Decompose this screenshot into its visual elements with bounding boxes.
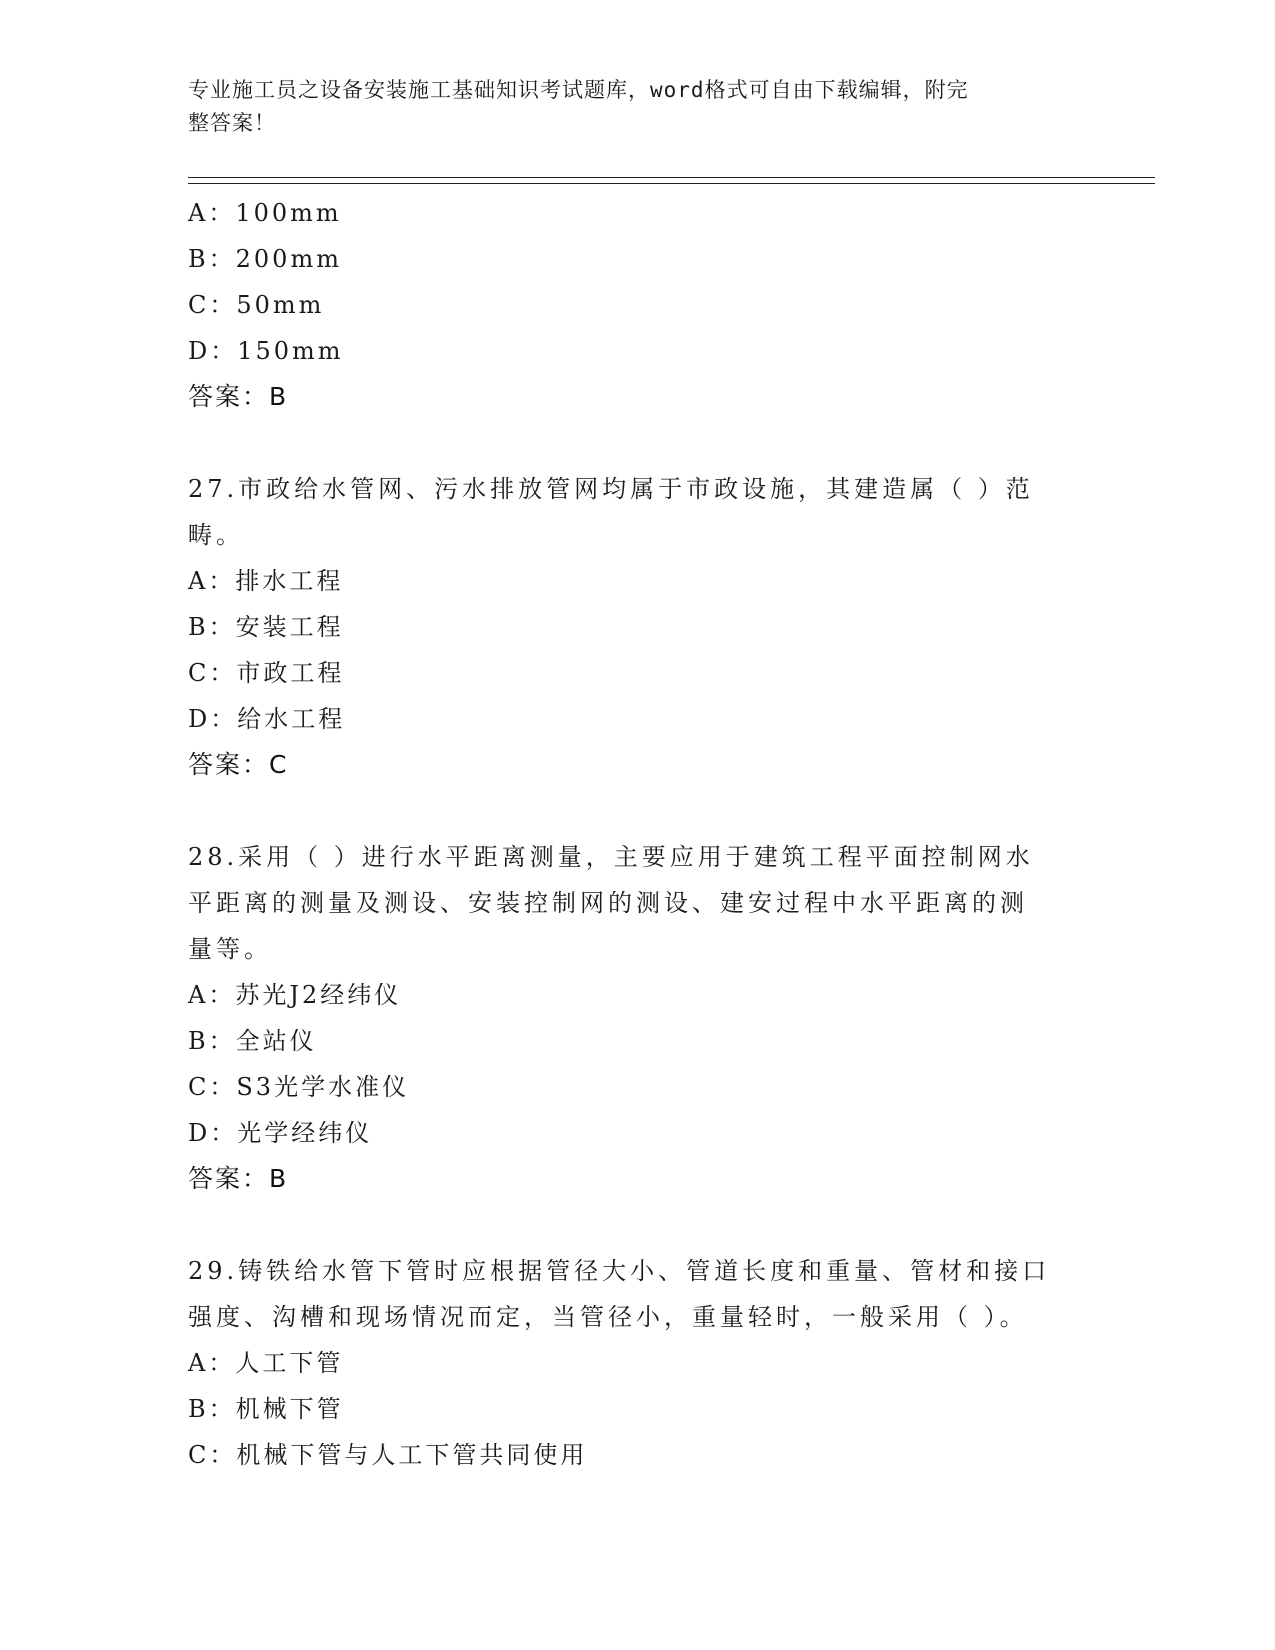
option-d: D：给水工程 <box>188 705 346 733</box>
option-c: C：S3光学水准仪 <box>188 1073 410 1101</box>
question-stem-line: 29.铸铁给水管下管时应根据管径大小、管道长度和重量、管材和接口 <box>188 1257 1051 1285</box>
option-b: B：安装工程 <box>188 613 344 641</box>
option-a: A：排水工程 <box>188 567 344 595</box>
option-b: B：机械下管 <box>188 1395 344 1423</box>
question-stem-line: 27.市政给水管网、污水排放管网均属于市政设施，其建造属（ ）范 <box>188 475 1034 503</box>
question-stem-line: 畴。 <box>188 521 244 549</box>
option-b: B：全站仪 <box>188 1027 317 1055</box>
question-stem-line: 平距离的测量及测设、安装控制网的测设、建安过程中水平距离的测 <box>188 889 1028 917</box>
question-29 <box>188 1248 1068 1478</box>
question-27 <box>188 466 1068 788</box>
question-stem-line: 28.采用（ ）进行水平距离测量，主要应用于建筑工程平面控制网水 <box>188 843 1034 871</box>
answer-line: 答案：C <box>188 750 289 779</box>
answer-line: 答案：B <box>188 1164 289 1193</box>
question-26 <box>188 190 1068 420</box>
header-rule-bottom <box>188 183 1155 184</box>
question-list <box>188 190 1068 1478</box>
option-c: C：50mm <box>188 291 325 319</box>
option-a: A：100mm <box>188 199 342 227</box>
question-stem-line: 强度、沟槽和现场情况而定，当管径小，重量轻时，一般采用（ ）。 <box>188 1303 1028 1331</box>
option-c: C：市政工程 <box>188 659 345 687</box>
question-stem-line: 量等。 <box>188 935 272 963</box>
header-rule-top <box>188 177 1155 178</box>
answer-line: 答案：B <box>188 382 289 411</box>
option-d: D：150mm <box>188 337 344 365</box>
header-line-2: 整答案！ <box>188 111 276 135</box>
question-28 <box>188 834 1068 1202</box>
option-b: B：200mm <box>188 245 342 273</box>
option-a: A：苏光J2经纬仪 <box>188 981 402 1009</box>
option-a: A：人工下管 <box>188 1349 344 1377</box>
option-d: D：光学经纬仪 <box>188 1119 373 1147</box>
option-c: C：机械下管与人工下管共同使用 <box>188 1441 588 1469</box>
header-line-1: 专业施工员之设备安装施工基础知识考试题库，word格式可自由下载编辑，附完 <box>188 78 969 102</box>
document-header <box>188 74 1068 140</box>
